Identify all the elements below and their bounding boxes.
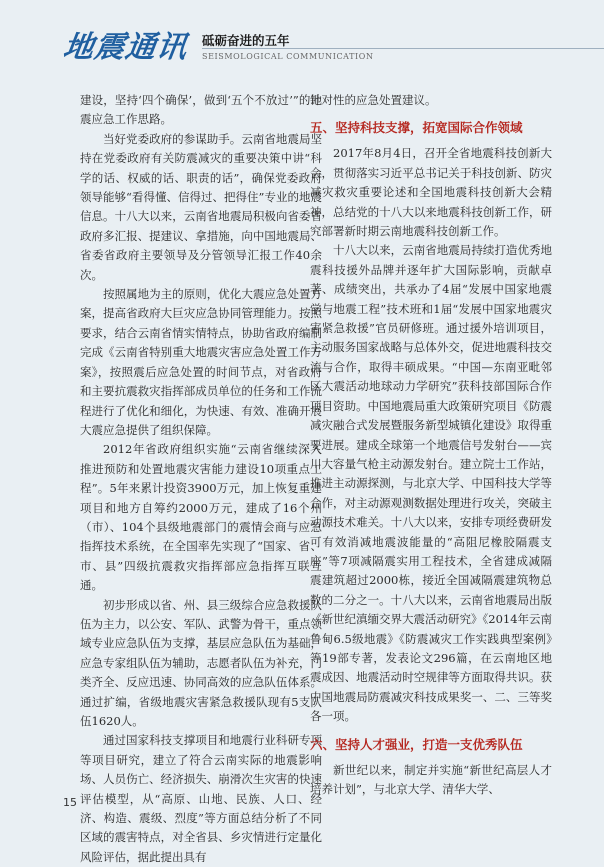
paragraph: 十八大以来，云南省地震局持续打造优秀地震科技援外品牌并逐年扩大国际影响，贡献卓著、成绩突出，共承办了4届“发展中国家地震学与地震工程”技术班和1届“发展中国家地震灾害紧急救援”官员研修班。通过援外培训项目，主动服务国家战略与总体外交，促进地震科技交流与合作，取得丰硕成果。“中国—东南亚毗邻区大震活动地球动力学研究”获科技部国际合作项目资助。中国地震局重大政策研究项目《防震减灾融合式发展暨服务新型城镇化建设》取得重要进展。建成全球第一个地震信号发射台——宾川大容量气枪主动源发射台。建立院士工作站，推进主动源探测，与北京大学、中国科技大学等合作，对主动源观测数据处理进行攻关，突破主动源技术难关。十八大以来，安排专项经费研发可有效消减地震波能量的“高阻尼橡胶隔震支座”等7项减隔震实用工程技术，全省建成减隔震建筑超过2000栋，接近全国减隔震建筑物总数的二分之一。十八大以来，云南省地震局出版《新世纪滇缅交界大震活动研究》《2014年云南鲁甸6.5级地震》《防震减灾工作实践典型案例》等19部专著，发表论文296篇，在云南地区地震成因、地震活动时空规律等方面取得共识。获中国地震局防震减灾科技成果奖一、二、三等奖各一项。 xyxy=(310,243,553,724)
paragraph: 当好党委政府的参谋助手。云南省地震局坚持在党委政府有关防震减灾的重要决策中讲“科学的话、权威的话、职责的话”，确保党委政府领导能够“看得懂、信得过、把得住”专业的地震信息。十八大以来，云南省地震局积极向省委省政府多汇报、提建议、拿措施，向中国地震局、省委省政府主要领导及分管领导汇报工作40余次。 xyxy=(80,131,322,282)
paragraph: 通过国家科技支撑项目和地震行业科研专项等项目研究，建立了符合云南实际的地震影响场、人员伤亡、经济损失、崩滑次生灾害的快速评估模型，从“高原、山地、民族、人口、经济、构造、震级、烈度”等方面总结分析了不同区域的震害特点，对全省县、乡灾情进行定量化风险评估，据此提出具有 xyxy=(80,733,322,864)
publication-logo: 地震通讯 xyxy=(61,30,190,65)
header-subtitle: SEISMOLOGICAL COMMUNICATION xyxy=(202,52,374,61)
left-text-column xyxy=(80,91,322,867)
page-number: 15 xyxy=(63,796,77,809)
header-title: 砥砺奋进的五年 xyxy=(202,33,290,48)
paragraph: 初步形成以省、州、县三级综合应急救援队伍为主力，以公安、军队、武警为骨干，重点领域专业应急队伍为支撑，基层应急队伍为基础，应急专家组队伍为辅助，志愿者队伍为补充，门类齐全、反应迅速、协同高效的应急队伍体系。通过扩编，省级地震灾害紧急救援队现有5支队伍1620人。 xyxy=(80,597,322,728)
paragraph: 2012年省政府组织实施“云南省继续深入推进预防和处置地震灾害能力建设10项重点工程”。5年来累计投资3900万元，加上恢复重建项目和地方自筹约2000万元，建成了16个州（市）、104个县级地震部门的震情会商与应急指挥技术系统，在全国率先实现了“国家、省、市、县”四级抗震救灾指挥部应急指挥互联互通。 xyxy=(80,442,322,593)
section-heading: 五、坚持科技支撑，拓宽国际合作领域 xyxy=(310,120,523,136)
paragraph: 按照属地为主的原则，优化大震应急处置方案，提高省政府大巨灾应急协同管理能力。按照要求，结合云南省情实情特点，协助省政府编制完成《云南省特别重大地震灾害应急处置工作方案》，按照震后应急处置的时间节点，对省政府和主要抗震救灾指挥部成员单位的任务和工作流程进行了优化和细化，为快速、有效、准确开展大震应急提供了组织保障。 xyxy=(80,287,322,437)
section-heading: 六、坚持人才强业，打造一支优秀队伍 xyxy=(310,736,523,752)
paragraph: 建设，坚持‘四个确保’，做到‘五个不放过’”的地震应急工作思路。 xyxy=(80,93,322,127)
page-header xyxy=(0,0,604,72)
paragraph: 新世纪以来，制定并实施“新世纪高层人才培养计划”，与北京大学、清华大学、 xyxy=(310,762,552,796)
paragraph: 2017年8月4日，召开全省地震科技创新大会，贯彻落实习近平总书记关于科技创新、防灾减灾救灾重要论述和全国地震科技创新大会精神，总结党的十八大以来地震科技创新工作，研究部署新时期云南地震科技创新工作。 xyxy=(310,146,552,239)
right-text-column xyxy=(310,91,552,799)
paragraph: 针对性的应急处置建议。 xyxy=(310,93,437,107)
header-divider xyxy=(202,48,604,49)
